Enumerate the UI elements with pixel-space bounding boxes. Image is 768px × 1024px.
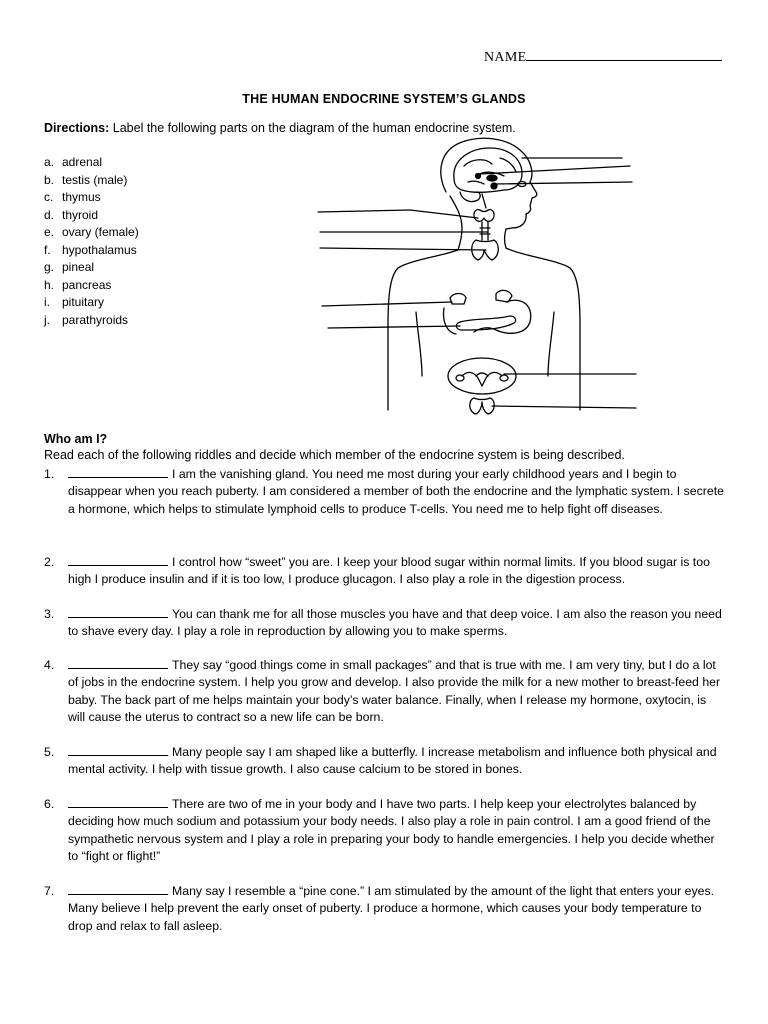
leader-line — [410, 210, 478, 218]
parts-list — [44, 154, 139, 329]
body-outline-left — [388, 250, 458, 410]
riddle-1 — [44, 466, 724, 518]
page-title: THE HUMAN ENDOCRINE SYSTEM’S GLANDS — [242, 92, 526, 106]
part-name: testis (male) — [62, 172, 128, 187]
list-item — [44, 154, 139, 172]
part-name: thyroid — [62, 207, 99, 222]
part-name: ovary (female) — [62, 225, 139, 239]
answer-blank[interactable] — [68, 657, 168, 669]
trachea — [480, 222, 490, 240]
cerebellum — [460, 192, 480, 202]
riddle-text: You can thank me for all those muscles you have and that deep voice. I am also the reason you need to shave every day. I play a role in reproduction by allowing you to make sperms. — [68, 607, 722, 639]
riddle-text: They say “good things come in small packages” and that is true with me. I am very tiny, but I do a lot of jobs in the endocrine system. I help you grow and develop. I also provide the milk for a new mother to breast-feed her baby. The back part of me helps maintain your body’s water balance. Finally, when I release my hormone, oxytocin, is will cause the uterus to contract so a new life can be born. — [68, 658, 721, 725]
name-field[interactable] — [484, 48, 722, 66]
list-item — [44, 277, 139, 295]
riddle-7 — [44, 883, 724, 935]
part-letter: j. — [44, 312, 50, 327]
answer-blank[interactable] — [68, 883, 168, 895]
name-blank-line[interactable] — [526, 48, 722, 61]
leader-line — [320, 248, 486, 250]
riddle-3 — [44, 606, 724, 641]
riddles-intro: Read each of the following riddles and decide which member of the endocrine system is being described. — [44, 448, 625, 462]
riddle-number: 5. — [44, 745, 55, 759]
neck-back — [450, 196, 462, 250]
leader-line — [318, 210, 410, 212]
part-letter: i. — [44, 295, 50, 309]
endocrine-diagram — [310, 136, 640, 421]
brain-stem — [482, 194, 486, 208]
list-item — [44, 224, 139, 242]
part-name: hypothalamus — [62, 242, 137, 257]
directions-label: Directions: — [44, 121, 110, 135]
list-item — [44, 172, 139, 190]
ovary-right — [500, 375, 508, 381]
testis-shape — [470, 398, 495, 414]
part-name: pancreas — [62, 277, 112, 292]
part-letter: d. — [44, 207, 55, 222]
brain-outline — [454, 148, 522, 192]
leader-line — [322, 302, 452, 306]
riddle-number: 7. — [44, 884, 55, 898]
part-name: thymus — [62, 190, 101, 204]
list-item — [44, 259, 139, 277]
leader-line — [494, 182, 632, 184]
answer-blank[interactable] — [68, 606, 168, 618]
answer-blank[interactable] — [68, 796, 168, 808]
liver-shape — [444, 308, 457, 334]
torso-right — [548, 312, 554, 376]
list-item — [44, 189, 139, 207]
part-name: pineal — [62, 260, 95, 274]
thyroid-shape — [474, 210, 494, 222]
part-letter: a. — [44, 155, 55, 169]
answer-blank[interactable] — [68, 466, 168, 478]
torso-left — [416, 312, 422, 376]
riddle-2 — [44, 554, 724, 589]
riddle-text: Many people say I am shaped like a butterfly. I increase metabolism and influence both physical and mental activity. I help with tissue growth. I also cause calcium to be stored in bones. — [68, 745, 717, 777]
part-letter: e. — [44, 225, 55, 239]
leader-line — [492, 406, 636, 408]
riddle-number: 3. — [44, 607, 55, 621]
riddle-text: There are two of me in your body and I have two parts. I help keep your electrolytes balanced by deciding how much sodium and potassium your body needs. I also play a role in pain control. I am a good friend of the sympathetic nervous system and I play a role in preparing your body to handle emergencies. I help you decide whether to “fight or flight!” — [68, 797, 715, 864]
directions — [44, 121, 516, 135]
riddle-number: 4. — [44, 658, 55, 672]
name-label: NAME — [484, 50, 527, 65]
riddle-number: 2. — [44, 555, 55, 569]
part-name: adrenal — [62, 155, 103, 169]
uterus-shape — [462, 372, 502, 386]
part-letter: f. — [44, 242, 51, 257]
leader-line — [480, 166, 630, 174]
list-item — [44, 294, 139, 312]
who-am-i-heading: Who am I? — [44, 432, 108, 446]
directions-text: Label the following parts on the diagram of the human endocrine system. — [109, 121, 516, 135]
riddle-text: Many say I resemble a “pine cone.” I am stimulated by the amount of the light that enters your eyes. Many believe I help prevent the early onset of puberty. I produce a hormone, which causes your body temperature to drop and relax to fall asleep. — [68, 884, 715, 933]
part-letter: g. — [44, 260, 55, 274]
riddle-text: I am the vanishing gland. You need me most during your early childhood years and I begin to disappear when you reach puberty. I am considered a member of both the endocrine and the lymphatic system. I secrete a hormone, which helps to stimulate lymphoid cells to produce T-cells. You need me to help fight off diseases. — [68, 467, 724, 516]
list-item — [44, 207, 139, 225]
list-item — [44, 312, 139, 330]
riddle-text: I control how “sweet” you are. I keep your blood sugar within normal limits. If you blood sugar is too high I produce insulin and if it is too low, I produce glucagon. I also play a role in the digestion process. — [68, 555, 710, 587]
part-letter: b. — [44, 172, 55, 187]
riddle-number: 6. — [44, 797, 55, 811]
part-letter: c. — [44, 190, 54, 204]
ovary-left — [456, 375, 464, 381]
riddle-6 — [44, 796, 724, 866]
riddle-4 — [44, 657, 724, 727]
answer-blank[interactable] — [68, 554, 168, 566]
answer-blank[interactable] — [68, 744, 168, 756]
list-item — [44, 242, 139, 260]
part-letter: h. — [44, 277, 55, 292]
pelvis-outline — [448, 358, 516, 394]
leader-line — [328, 326, 460, 328]
part-name: parathyroids — [62, 312, 129, 327]
hypothalamus-shape — [487, 175, 497, 181]
body-outline-right — [506, 248, 580, 410]
part-name: pituitary — [62, 295, 105, 309]
riddle-5 — [44, 744, 724, 779]
riddle-number: 1. — [44, 467, 55, 481]
